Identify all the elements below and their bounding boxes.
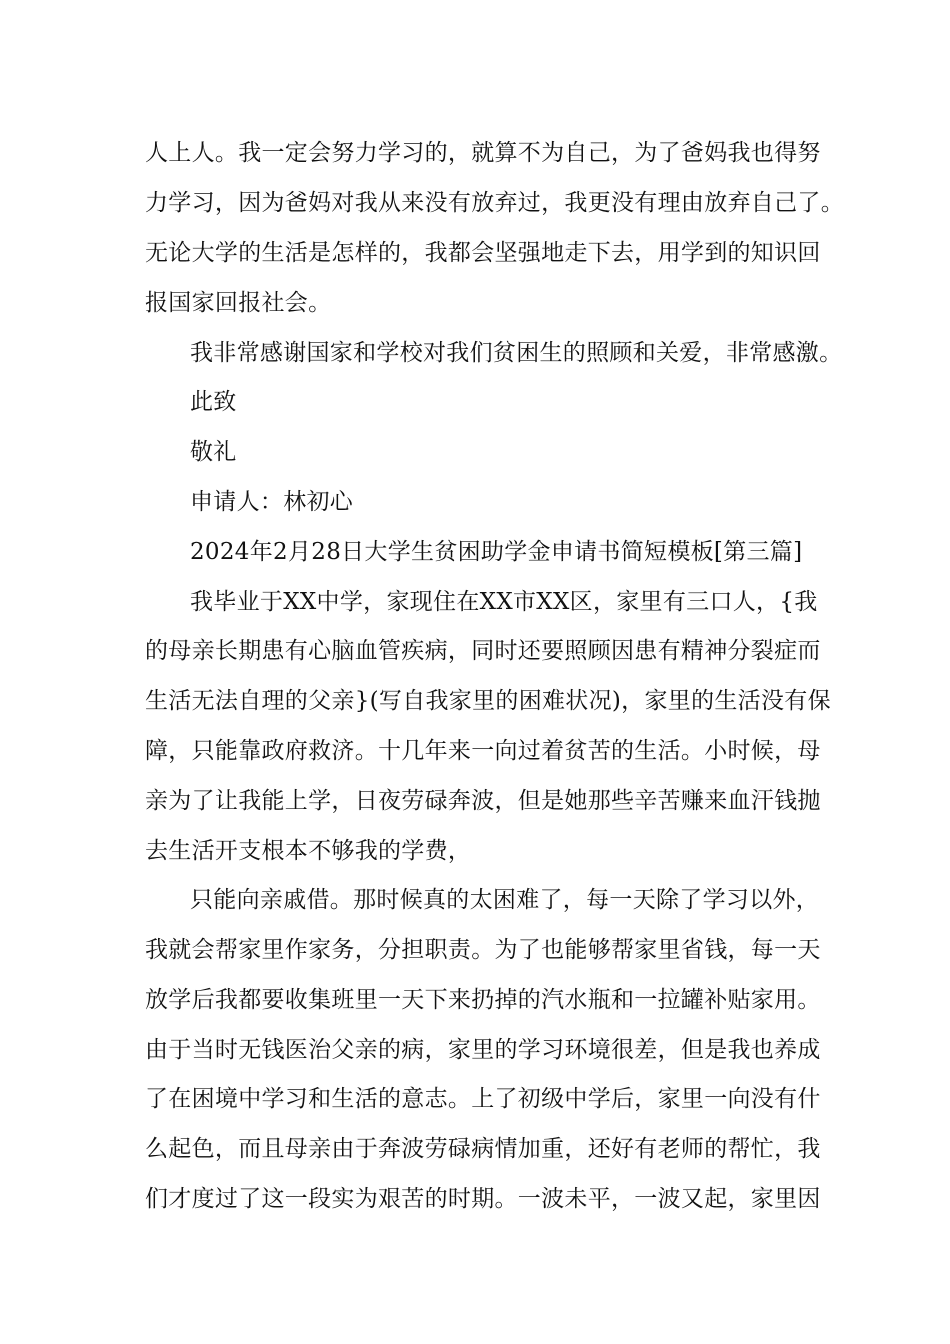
closing-salutation: 此致 [190,389,237,415]
text-line: 们才度过了这一段实为艰苦的时期。一波未平，一波又起，家里因 [145,1186,821,1212]
text-line: 了在困境中学习和生活的意志。上了初级中学后，家里一向没有什 [145,1086,821,1112]
text-line: 由于当时无钱医治父亲的病，家里的学习环境很差，但是我也养成 [145,1037,821,1063]
text-line: 么起色，而且母亲由于奔波劳碌病情加重，还好有老师的帮忙，我 [145,1136,821,1162]
applicant-signature: 申请人：林初心 [190,489,354,515]
text-line: 的母亲长期患有心脑血管疾病，同时还要照顾因患有精神分裂症而 [145,638,821,664]
text-line: 只能向亲戚借。那时候真的太困难了，每一天除了学习以外， [190,887,820,913]
text-line: 人上人。我一定会努力学习的，就算不为自己，为了爸妈我也得努 [145,140,821,166]
text-line: 我毕业于XX中学，家现住在XX市XX区，家里有三口人，{我 [190,589,818,615]
text-line: 我非常感谢国家和学校对我们贫困生的照顾和关爱，非常感激。 [190,340,843,366]
text-line: 去生活开支根本不够我的学费， [145,838,472,864]
text-line: 我就会帮家里作家务，分担职责。为了也能够帮家里省钱，每一天 [145,937,821,963]
text-line: 报国家回报社会。 [145,290,332,316]
text-line: 无论大学的生活是怎样的，我都会坚强地走下去，用学到的知识回 [145,240,821,266]
text-line: 力学习，因为爸妈对我从来没有放弃过，我更没有理由放弃自己了。 [145,190,844,216]
text-line: 亲为了让我能上学，日夜劳碌奔波，但是她那些辛苦赚来血汗钱抛 [145,788,821,814]
text-line: 生活无法自理的父亲}(写自我家里的困难状况)，家里的生活没有保 [145,688,831,714]
text-line: 障，只能靠政府救济。十几年来一向过着贫苦的生活。小时候，母 [145,738,821,764]
closing-regards: 敬礼 [190,439,237,465]
section-heading: 2024年2月28日大学生贫困助学金申请书简短模板[第三篇] [190,539,803,565]
text-line: 放学后我都要收集班里一天下来扔掉的汽水瓶和一拉罐补贴家用。 [145,987,821,1013]
